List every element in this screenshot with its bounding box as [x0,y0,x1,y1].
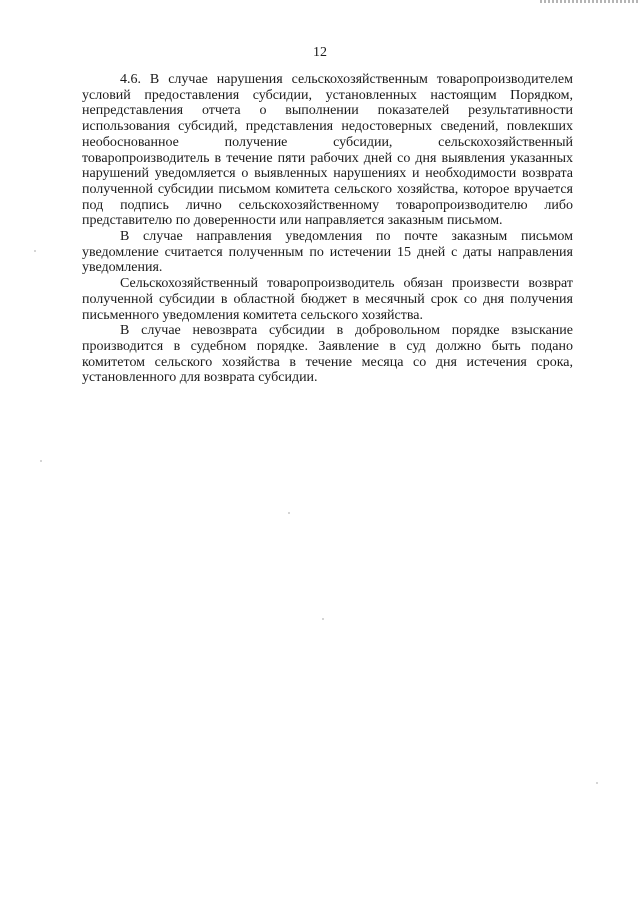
scan-edge-mark [540,0,640,3]
page-number: 12 [313,45,327,60]
scan-speck [34,250,36,252]
scan-speck [322,618,324,620]
paragraph-4-6: 4.6. В случае нарушения сельскохозяйственным товаропроизводителем условий предоставления субсидии, установленных настоящим Порядком, непредставления отчета о выполнении показателей результативности использования субсидий, представления недостоверных сведений, повлекших необоснованное получение субсидии, сельскохозяйственный товаропроизводитель в течение пяти рабочих дней со дня выявления указанных нарушений уведомляется о выявленных нарушениях и необходимости возврата полученной субсидии письмом комитета сельского хозяйства, которое вручается под подпись лично сельскохозяйственному товаропроизводителю либо представителю по доверенности или направляется заказным письмом. [82,72,573,229]
paragraph-court-recovery: В случае невозврата субсидии в добровольном порядке взыскание производится в судебном порядке. Заявление в суд должно быть подано комитетом сельского хозяйства в течение месяца со дня истечения срока, установленного для возврата субсидии. [82,323,573,386]
scan-speck [40,460,42,462]
scan-speck [288,512,290,514]
document-body [82,72,573,386]
paragraph-refund-obligation: Сельскохозяйственный товаропроизводитель обязан произвести возврат полученной субсидии в областной бюджет в месячный срок со дня получения письменного уведомления комитета сельского хозяйства. [82,276,573,323]
scan-speck [596,782,598,784]
paragraph-postal-notice: В случае направления уведомления по почте заказным письмом уведомление считается полученным по истечении 15 дней с даты направления уведомления. [82,229,573,276]
